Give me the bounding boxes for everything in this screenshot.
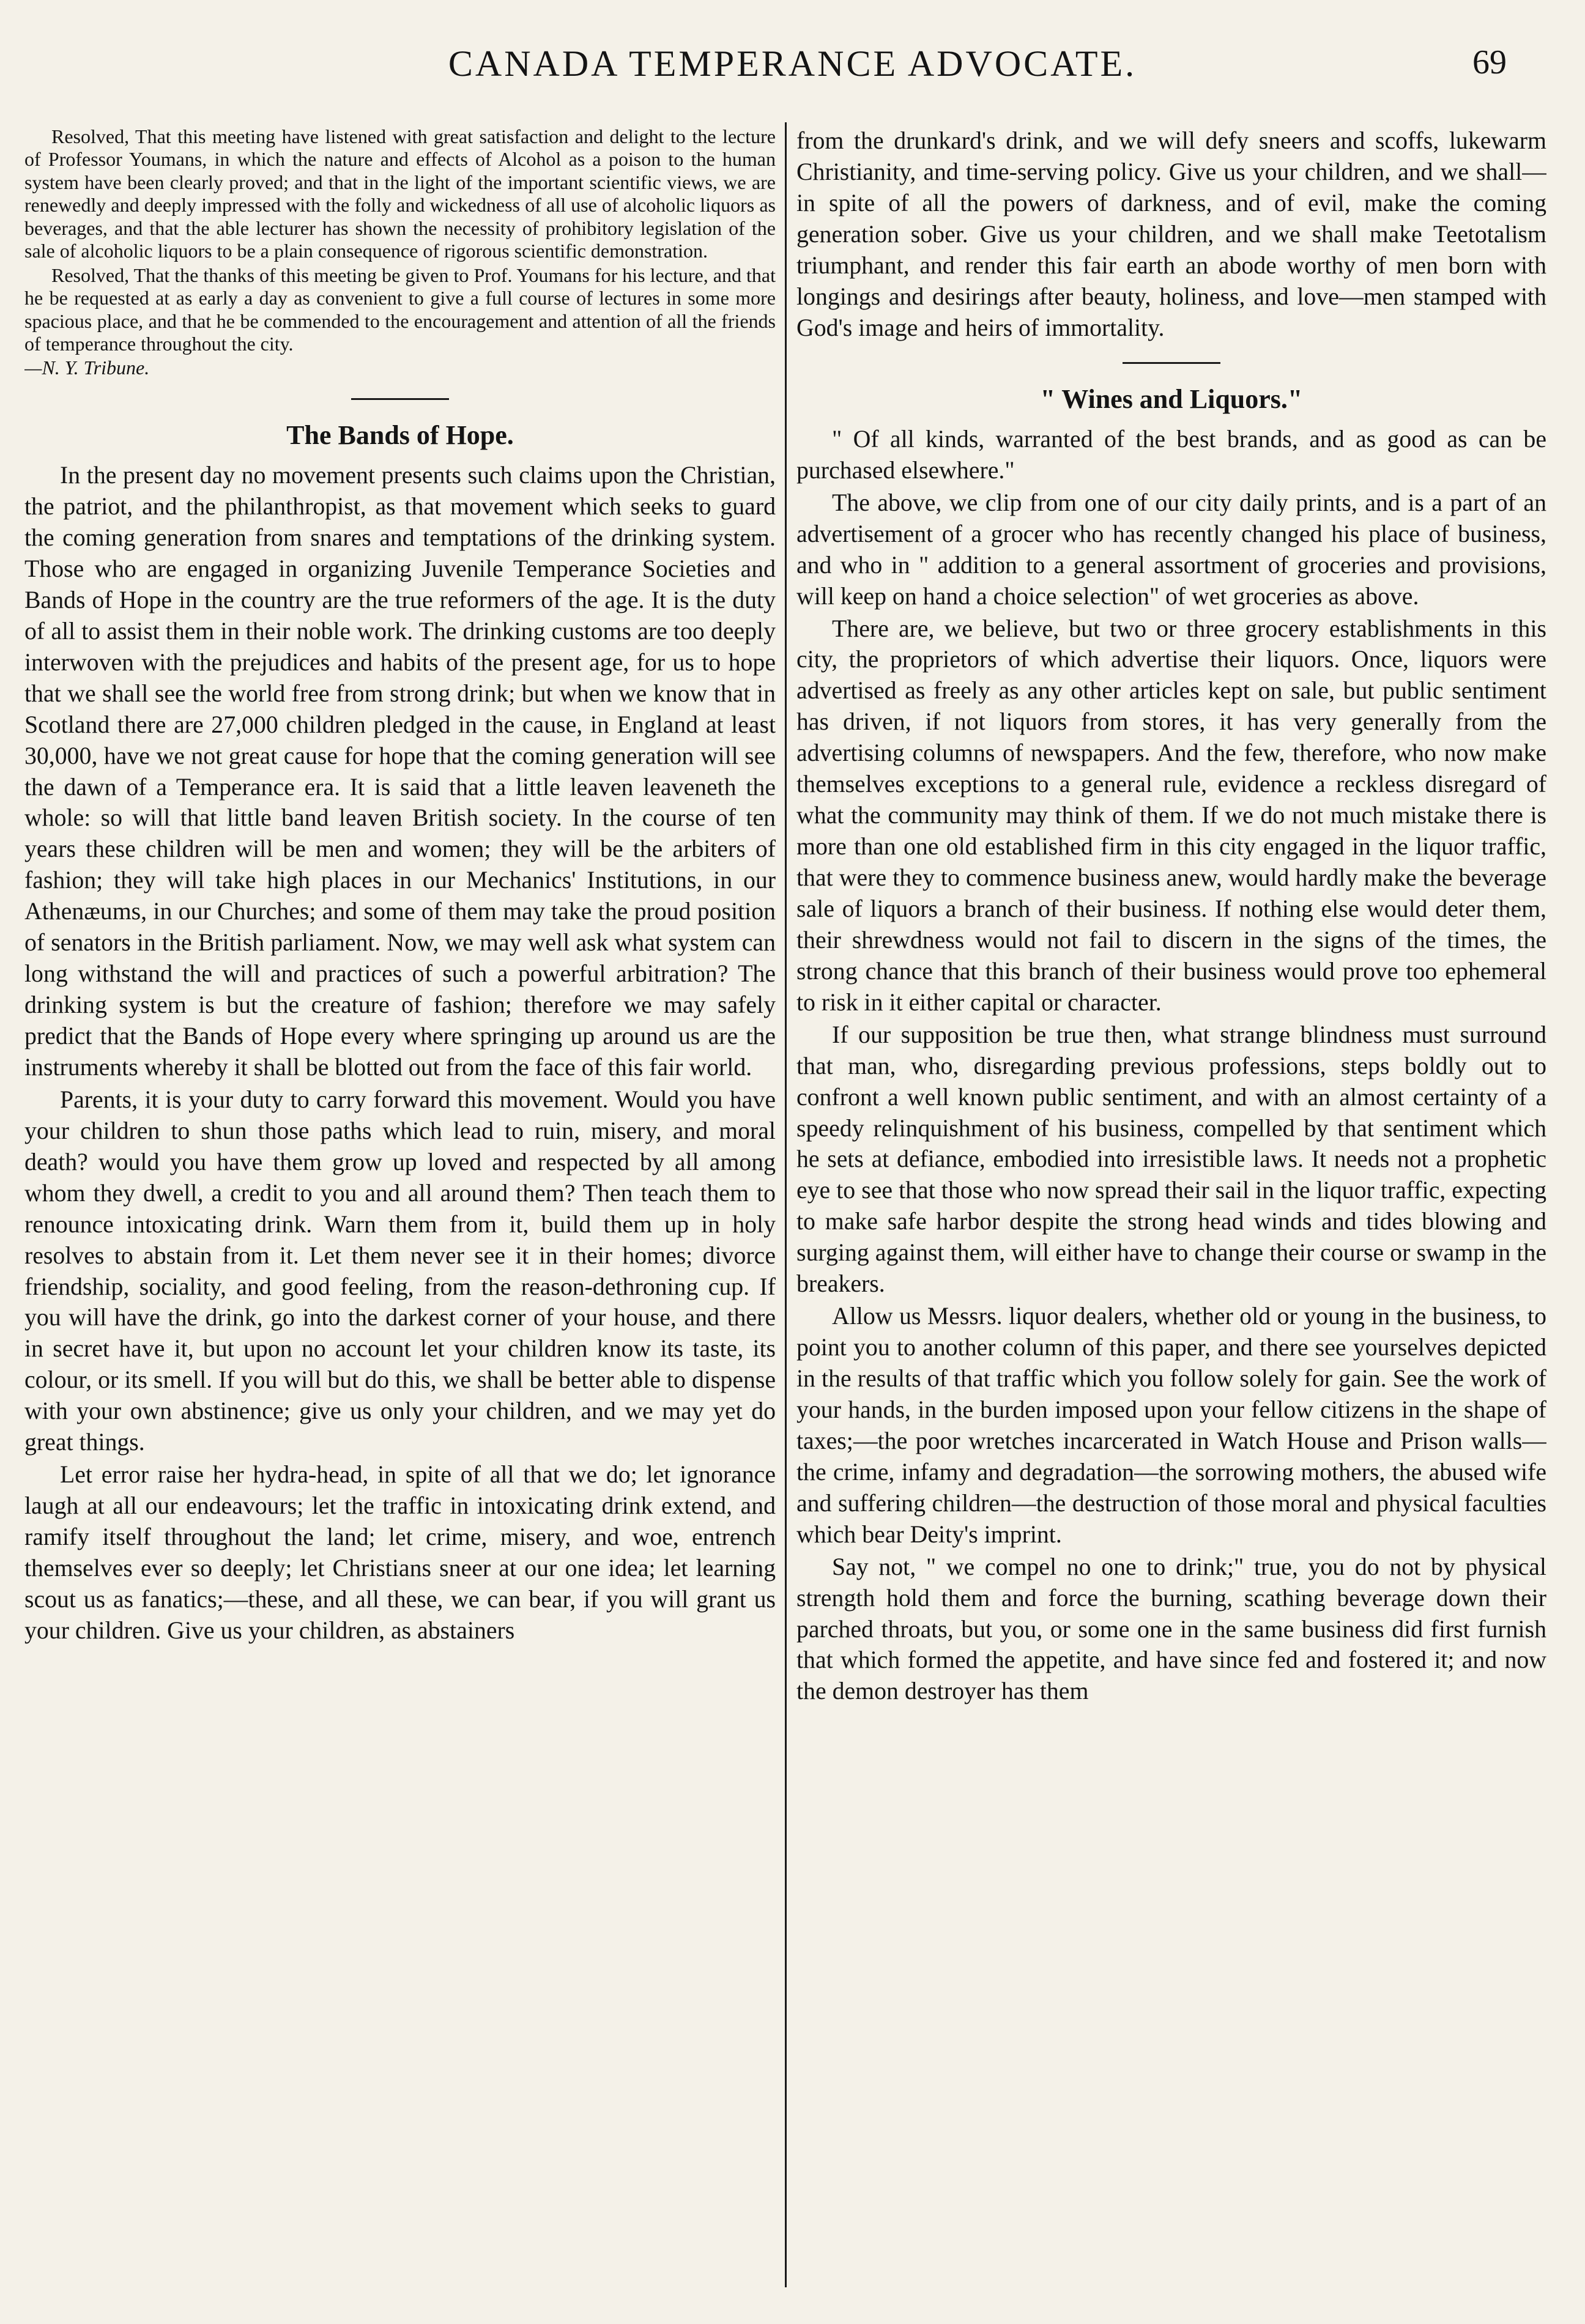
article-body [24, 460, 776, 1646]
section-rule [351, 398, 449, 400]
source-attribution: —N. Y. Tribune. [24, 357, 150, 379]
resolutions-block [24, 125, 776, 380]
page-header [0, 43, 1585, 116]
left-column [24, 125, 776, 2281]
resolution-paragraph: Resolved, That the thanks of this meeting be given to Prof. Youmans for his lecture, and that he be requested at as early a day as convenient to give a full course of lectures in some more spacious place, and that he be commended to the encouragement and attention of all the friends of temperance throughout the city. [24, 264, 776, 355]
resolution-paragraph: Resolved, That this meeting have listened with great satisfaction and delight to the lecture of Professor Youmans, in which the nature and effects of Alcohol as a poison to the human system have been clearly proved; and that in the light of the important scientific views, we are renewedly and deeply impressed with the folly and wickedness of all use of alcoholic liquors as beverages, and that the able lecturer has shown the necessity of prohibitory legislation of the sale of alcoholic liquors to be a plain consequence of rigorous scientific demonstration. [24, 125, 776, 262]
column-divider [785, 122, 787, 2287]
article-paragraph: There are, we believe, but two or three grocery establishments in this city, the proprietors of which advertise their liquors. Once, liquors were advertised as freely as any other articles kept on sale, but public sentiment has driven, if not liquors from stores, it has very generally from the advertising columns of newspapers. And the few, therefore, who now make themselves exceptions to a general rule, evidence a reckless disregard of what the community may think of them. If we do not much mistake there is more than one old established firm in this city engaged in the liquor traffic, that were they to commence business anew, would hardly make the beverage sale of liquors a branch of their business. If nothing else would deter them, their shrewdness would not fail to discern in the signs of the times, the strong chance that this branch of their business would prove too ephemeral to risk in it either capital or character. [796, 615, 1546, 1016]
right-column [796, 125, 1546, 2281]
article-heading: " Wines and Liquors." [1040, 383, 1303, 414]
article-heading: The Bands of Hope. [286, 420, 514, 450]
article-paragraph: Say not, " we compel no one to drink;" true, you do not by physical strength hold them and force the burning, scathing beverage down their parched throats, but you, or some one in the same business did first furnish that which formed the appetite, and have since fed and fostered it; and now the demon destroyer has them [796, 1553, 1546, 1705]
article-paragraph: In the present day no movement presents such claims upon the Christian, the patriot, and the philanthropist, as that movement which seeks to guard the coming generation from snares and temptations of the drinking system. Those who are engaged in organizing Juvenile Temperance Societies and Bands of Hope in the country are the true reformers of the age. It is the duty of all to assist them in their noble work. The drinking customs are too deeply interwoven with the prejudices and habits of the present age, for us to hope that we shall see the world free from strong drink; but when we know that in Scotland there are 27,000 children pledged in the cause, in England at least 30,000, have we not great cause for hope that the coming generation will see the dawn of a Temperance era. It is said that a little leaven leaveneth the whole: so will that little band leaven British society. In the course of ten years these children will be men and women; they will be the arbiters of fashion; they will take high places in our Mechanics' Institutions, in our Athenæums, in our Churches; and some of them may take the proud position of senators in the British parliament. Now, we may well ask what system can long withstand the will and practices of such a powerful arbitration? The drinking system is but the creature of fashion; therefore we may safely predict that the Bands of Hope every where springing up around us are the instruments whereby it shall be blotted out from the face of this fair world. [24, 462, 776, 1081]
page-number: 69 [1472, 43, 1507, 81]
article-paragraph: If our supposition be true then, what strange blindness must surround that man, who, disregarding previous professions, steps boldly out to confront a well known public sentiment, and with an almost certainty of a speedy relinquishment of his business, compelled by that sentiment which he sets at defiance, embodied into irresistible laws. It needs not a prophetic eye to see that those who now spread their sail in the liquor traffic, expecting to make safe harbor despite the strong head winds and tides blowing and surging against them, will either have to change their course or swamp in the breakers. [796, 1021, 1546, 1298]
article-paragraph: " Of all kinds, warranted of the best brands, and as good as can be purchased elsewhere." [796, 425, 1546, 484]
section-rule [1123, 362, 1220, 364]
continued-paragraph: from the drunkard's drink, and we will defy sneers and scoffs, lukewarm Christianity, and time-serving policy. Give us your children, and we shall—in spite of all the powers of darkness, and of evil, make the coming generation sober. Give us your children, and we shall make Teetotalism triumphant, and render this fair earth an abode worthy of men born with longings and desirings after beauty, holiness, and love—men stamped with God's image and heirs of immortality. [796, 127, 1546, 341]
article-body [796, 424, 1546, 1707]
article-paragraph: Allow us Messrs. liquor dealers, whether old or young in the business, to point you to another column of this paper, and there see yourselves depicted in the results of that traffic which you follow solely for gain. See the work of your hands, in the burden imposed upon your fellow citizens in the shape of taxes;—the poor wretches incarcerated in Watch House and Prison walls—the crime, infamy and degradation—the sorrowing mothers, the abused wife and suffering children—the destruction of those moral and physical faculties which bear Deity's imprint. [796, 1303, 1546, 1548]
article-paragraph: Let error raise her hydra-head, in spite of all that we do; let ignorance laugh at all our endeavours; let the traffic in intoxicating drink extend, and ramify itself throughout the land; let crime, misery, and woe, entrench themselves ever so deeply; let Christians sneer at our one idea; let learning scout us as fanatics;—these, and all these, we can bear, if you will grant us your children. Give us your children, as abstainers [24, 1461, 776, 1644]
article-paragraph: The above, we clip from one of our city daily prints, and is a part of an advertisement of a grocer who has recently changed his place of business, and who in " addition to a general assortment of groceries and provisions, will keep on hand a choice selection" of wet groceries as above. [796, 489, 1546, 610]
continued-article [796, 125, 1546, 344]
article-paragraph: Parents, it is your duty to carry forward this movement. Would you have your children to shun those paths which lead to ruin, misery, and moral death? would you have them grow up loved and respected by all among whom they dwell, a credit to you and all around them? Then teach them to renounce intoxicating drink. Warn them from it, build them up in holy resolves to abstain from it. Let them never see it in their homes; divorce friendship, sociality, and good feeling, from the reason-dethroning cup. If you will have the drink, go into the darkest corner of your house, and there in secret have it, but upon no account let your children know its taste, its colour, or its smell. If you will but do this, we shall be better able to dispense with your own abstinence; give us only your children, and we may yet do great things. [24, 1086, 776, 1456]
running-title: CANADA TEMPERANCE ADVOCATE. [448, 43, 1137, 84]
